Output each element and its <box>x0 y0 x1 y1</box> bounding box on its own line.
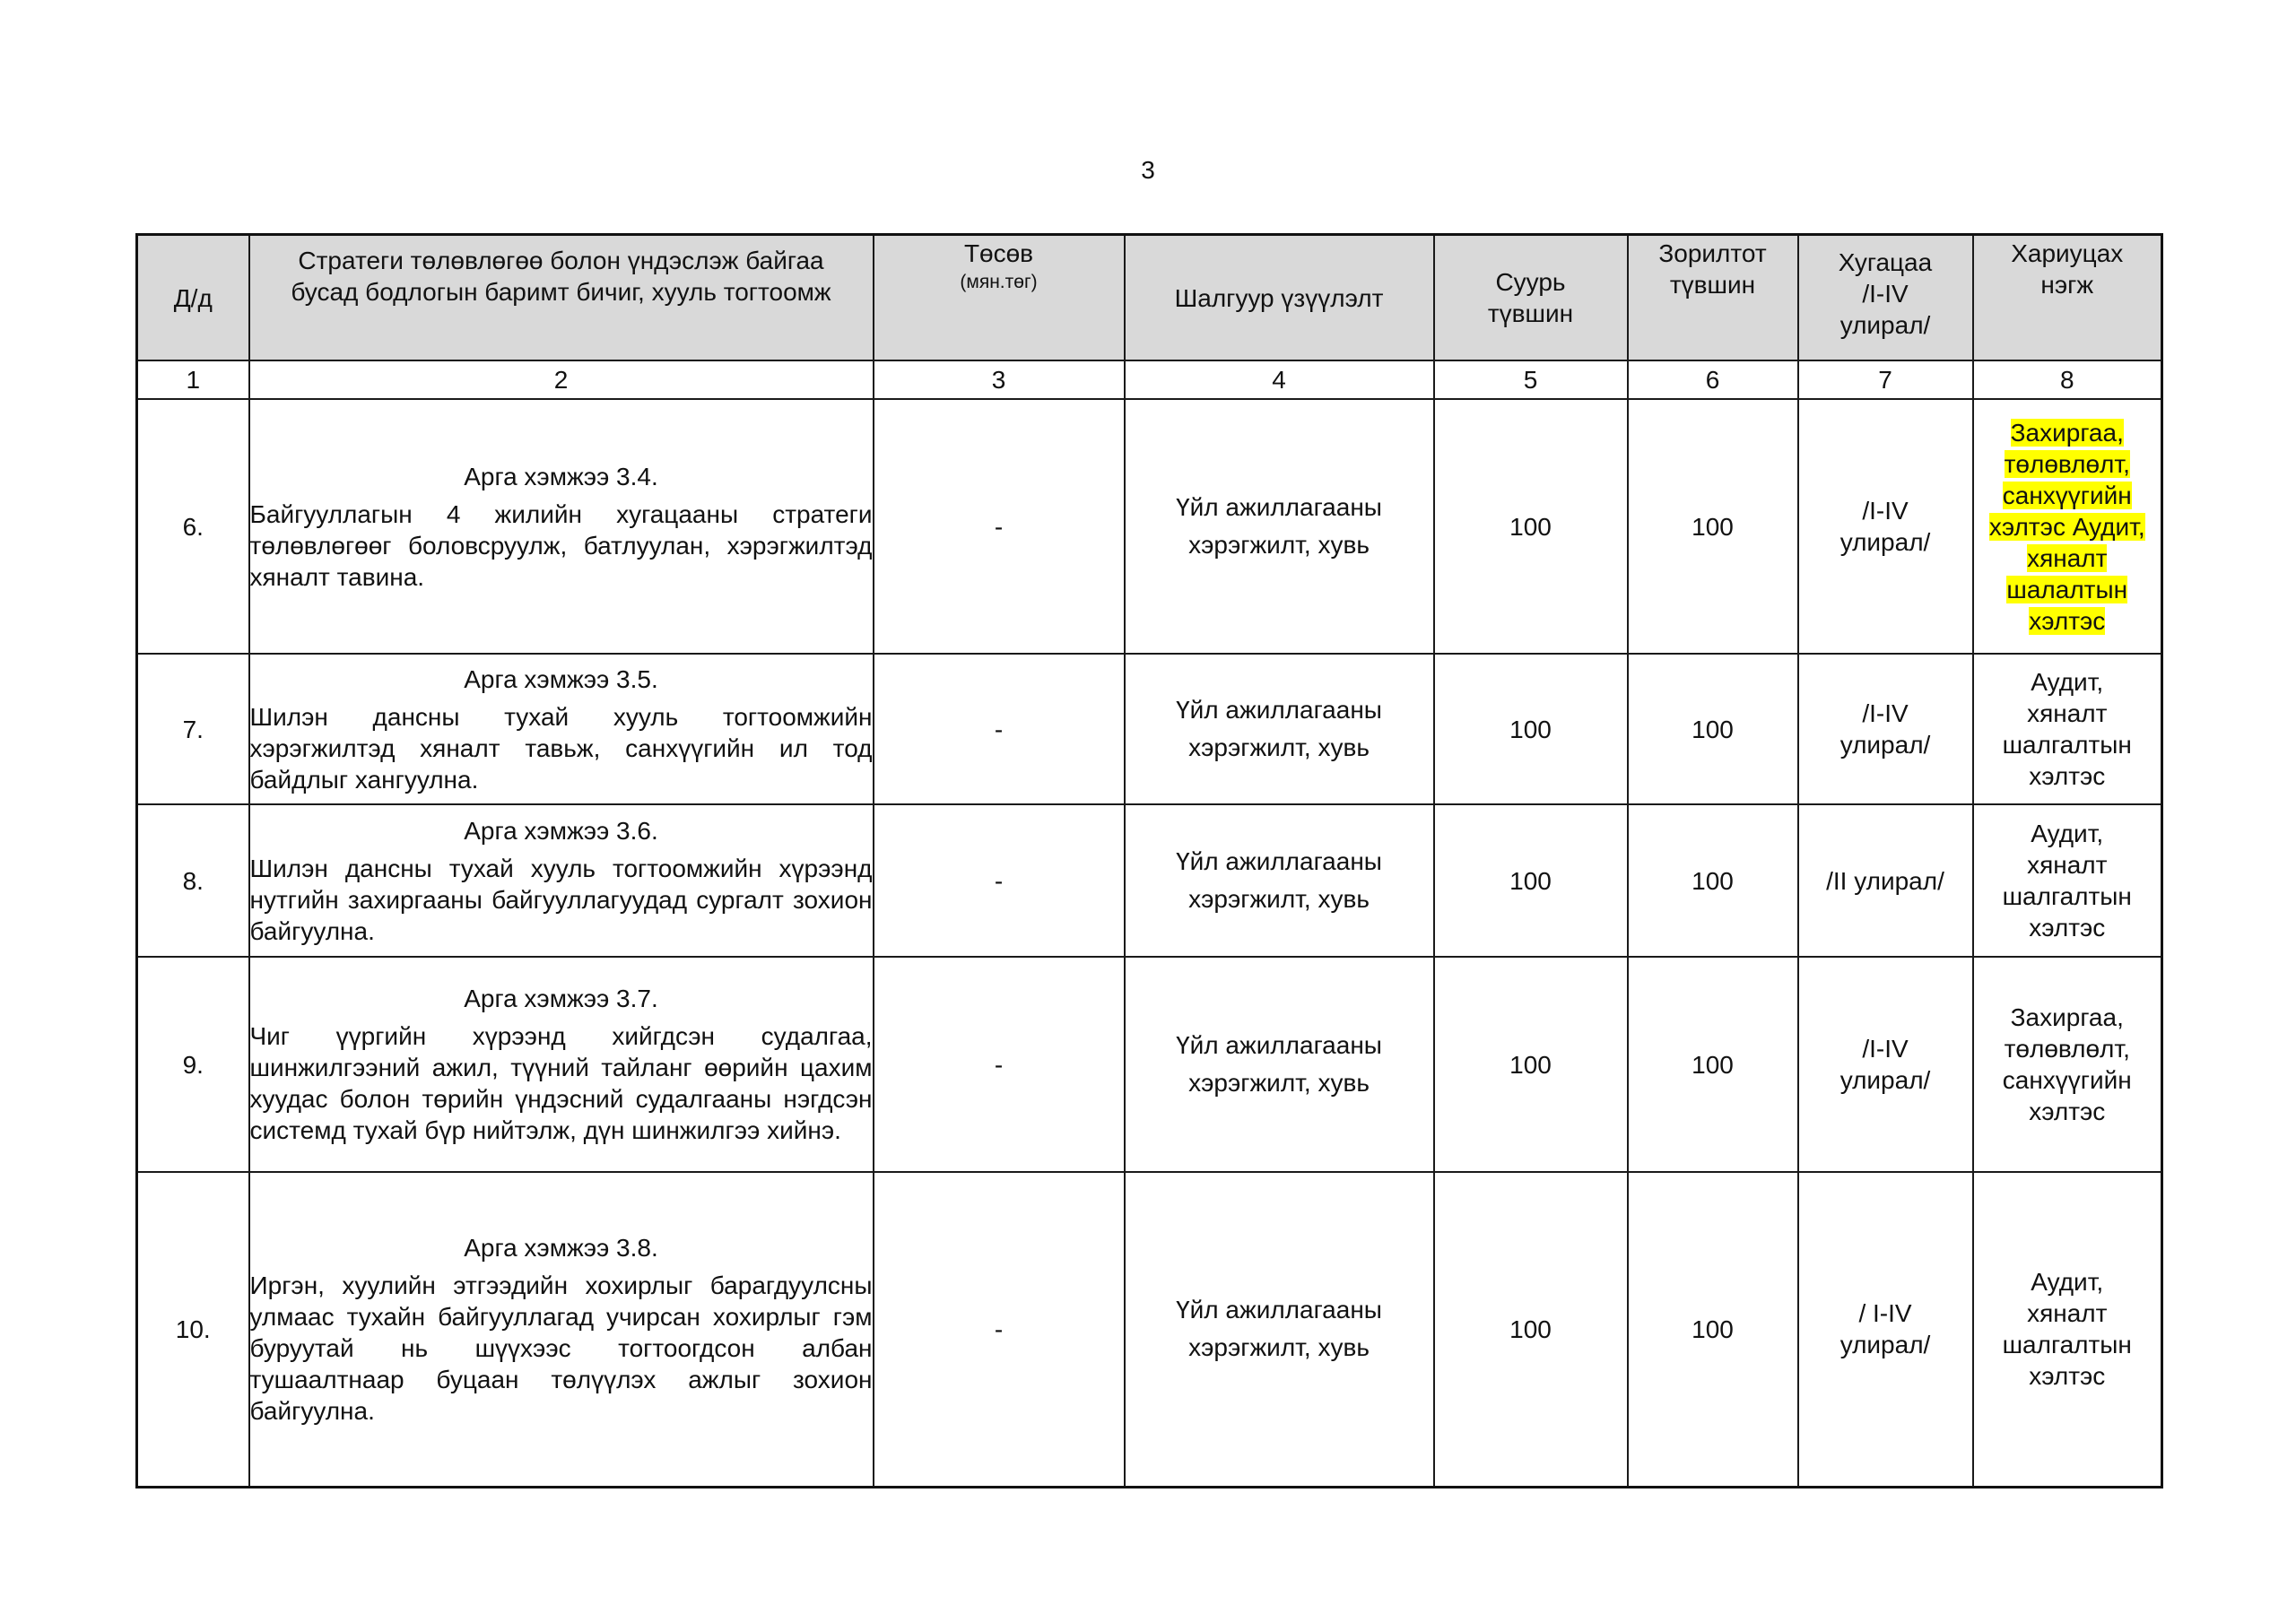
target-cell: 100 <box>1628 957 1798 1172</box>
row-number: 7. <box>137 654 249 804</box>
measure-text: Шилэн дансны тухай хууль тогтоомжийн хүрээнд нутгийн захиргааны байгууллагуудад сургалт зохион байгуулна. <box>249 854 873 945</box>
budget-cell: - <box>874 1172 1125 1487</box>
header-period: Хугацаа /I-IV улирал/ <box>1798 235 1973 361</box>
measure-cell <box>249 654 874 804</box>
responsible-cell <box>1973 399 2162 654</box>
period-cell: /I-IV улирал/ <box>1798 399 1973 654</box>
measure-cell <box>249 1172 874 1487</box>
indicator-cell: Үйл ажиллагааны хэрэгжилт, хувь <box>1125 399 1434 654</box>
table-header-row <box>137 235 2162 361</box>
header-budget-unit: (мян.төг) <box>960 272 1038 292</box>
column-number: 6 <box>1628 360 1798 399</box>
period-cell: /I-IV улирал/ <box>1798 957 1973 1172</box>
indicator-cell: Үйл ажиллагааны хэрэгжилт, хувь <box>1125 1172 1434 1487</box>
header-no: Д/д <box>137 235 249 361</box>
table-row <box>137 957 2162 1172</box>
measure-text: Чиг үүргийн хүрээнд хийгдсэн судалгаа, шинжилгээний ажил, түүний тайланг өөрийн цахим хуудас болон төрийн үндэсний судалгааны нэгдсэн системд тухай бүр нийтэлж, дүн шинжилгээ хийнэ. <box>249 1022 873 1144</box>
measure-title: Арга хэмжээ 3.8. <box>464 1233 658 1262</box>
header-indicator: Шалгуур үзүүлэлт <box>1125 235 1434 361</box>
column-number: 7 <box>1798 360 1973 399</box>
measure-text: Шилэн дансны тухай хууль тогтоомжийн хэрэгжилтэд хяналт тавьж, санхүүгийн ил тод байдлыг хангуулна. <box>249 702 873 794</box>
baseline-cell: 100 <box>1434 957 1628 1172</box>
table-row <box>137 399 2162 654</box>
measure-text: Байгууллагын 4 жилийн хугацааны стратеги төлөвлөгөөг боловсруулж, батлуулан, хэрэгжилтэд хяналт тавина. <box>249 499 873 591</box>
header-budget: Төсөв (мян.төг) <box>874 235 1125 361</box>
budget-cell: - <box>874 804 1125 957</box>
period-cell: / I-IV улирал/ <box>1798 1172 1973 1487</box>
table-row <box>137 804 2162 957</box>
budget-cell: - <box>874 654 1125 804</box>
measure-text: Иргэн, хуулийн этгээдийн хохирлыг барагдуулсны улмаас тухайн байгууллагад учирсан хохирлыг гэм буруутай нь шүүхээс тогтоогдсон албан тушаалтнаар буцаан төлүүлэх ажлыг зохион байгуулна. <box>249 1271 873 1425</box>
column-number: 1 <box>137 360 249 399</box>
column-number-row <box>137 360 2162 399</box>
header-strategy-document: Стратеги төлөвлөгөө болон үндэслэж байгаа бусад бодлогын баримт бичиг, хууль тогтоомж <box>249 235 874 361</box>
header-responsible: Хариуцах нэгж <box>1973 235 2162 361</box>
header-target: Зорилтот түвшин <box>1628 235 1798 361</box>
measure-cell <box>249 804 874 957</box>
baseline-cell: 100 <box>1434 1172 1628 1487</box>
target-cell: 100 <box>1628 399 1798 654</box>
measure-title: Арга хэмжээ 3.6. <box>464 816 658 845</box>
row-number: 10. <box>137 1172 249 1487</box>
budget-cell: - <box>874 399 1125 654</box>
responsible-highlighted: Захиргаа, төлөвлөлт, санхүүгийн хэлтэс Аудит, хяналт шалалтын хэлтэс <box>1988 418 2145 635</box>
responsible-cell: Аудит, хяналт шалгалтын хэлтэс <box>1973 804 2162 957</box>
period-cell: /I-IV улирал/ <box>1798 654 1973 804</box>
header-baseline: Суурь түвшин <box>1434 235 1628 361</box>
strategy-action-plan-table <box>135 233 2163 1488</box>
baseline-cell: 100 <box>1434 399 1628 654</box>
indicator-cell: Үйл ажиллагааны хэрэгжилт, хувь <box>1125 804 1434 957</box>
page-number: 3 <box>1141 156 1155 184</box>
row-number: 9. <box>137 957 249 1172</box>
measure-cell <box>249 957 874 1172</box>
measure-title: Арга хэмжээ 3.5. <box>464 664 658 693</box>
responsible-cell: Аудит, хяналт шалгалтын хэлтэс <box>1973 1172 2162 1487</box>
column-number: 3 <box>874 360 1125 399</box>
responsible-cell: Захиргаа, төлөвлөлт, санхүүгийн хэлтэс <box>1973 957 2162 1172</box>
responsible-cell: Аудит, хяналт шалгалтын хэлтэс <box>1973 654 2162 804</box>
measure-title: Арга хэмжээ 3.4. <box>464 462 658 490</box>
column-number: 2 <box>249 360 874 399</box>
budget-cell: - <box>874 957 1125 1172</box>
indicator-cell: Үйл ажиллагааны хэрэгжилт, хувь <box>1125 957 1434 1172</box>
measure-cell <box>249 399 874 654</box>
row-number: 8. <box>137 804 249 957</box>
column-number: 4 <box>1125 360 1434 399</box>
target-cell: 100 <box>1628 1172 1798 1487</box>
column-number: 5 <box>1434 360 1628 399</box>
indicator-cell: Үйл ажиллагааны хэрэгжилт, хувь <box>1125 654 1434 804</box>
table-row <box>137 654 2162 804</box>
period-cell: /II улирал/ <box>1798 804 1973 957</box>
baseline-cell: 100 <box>1434 804 1628 957</box>
row-number: 6. <box>137 399 249 654</box>
target-cell: 100 <box>1628 654 1798 804</box>
target-cell: 100 <box>1628 804 1798 957</box>
column-number: 8 <box>1973 360 2162 399</box>
baseline-cell: 100 <box>1434 654 1628 804</box>
table-row <box>137 1172 2162 1487</box>
measure-title: Арга хэмжээ 3.7. <box>464 985 658 1012</box>
